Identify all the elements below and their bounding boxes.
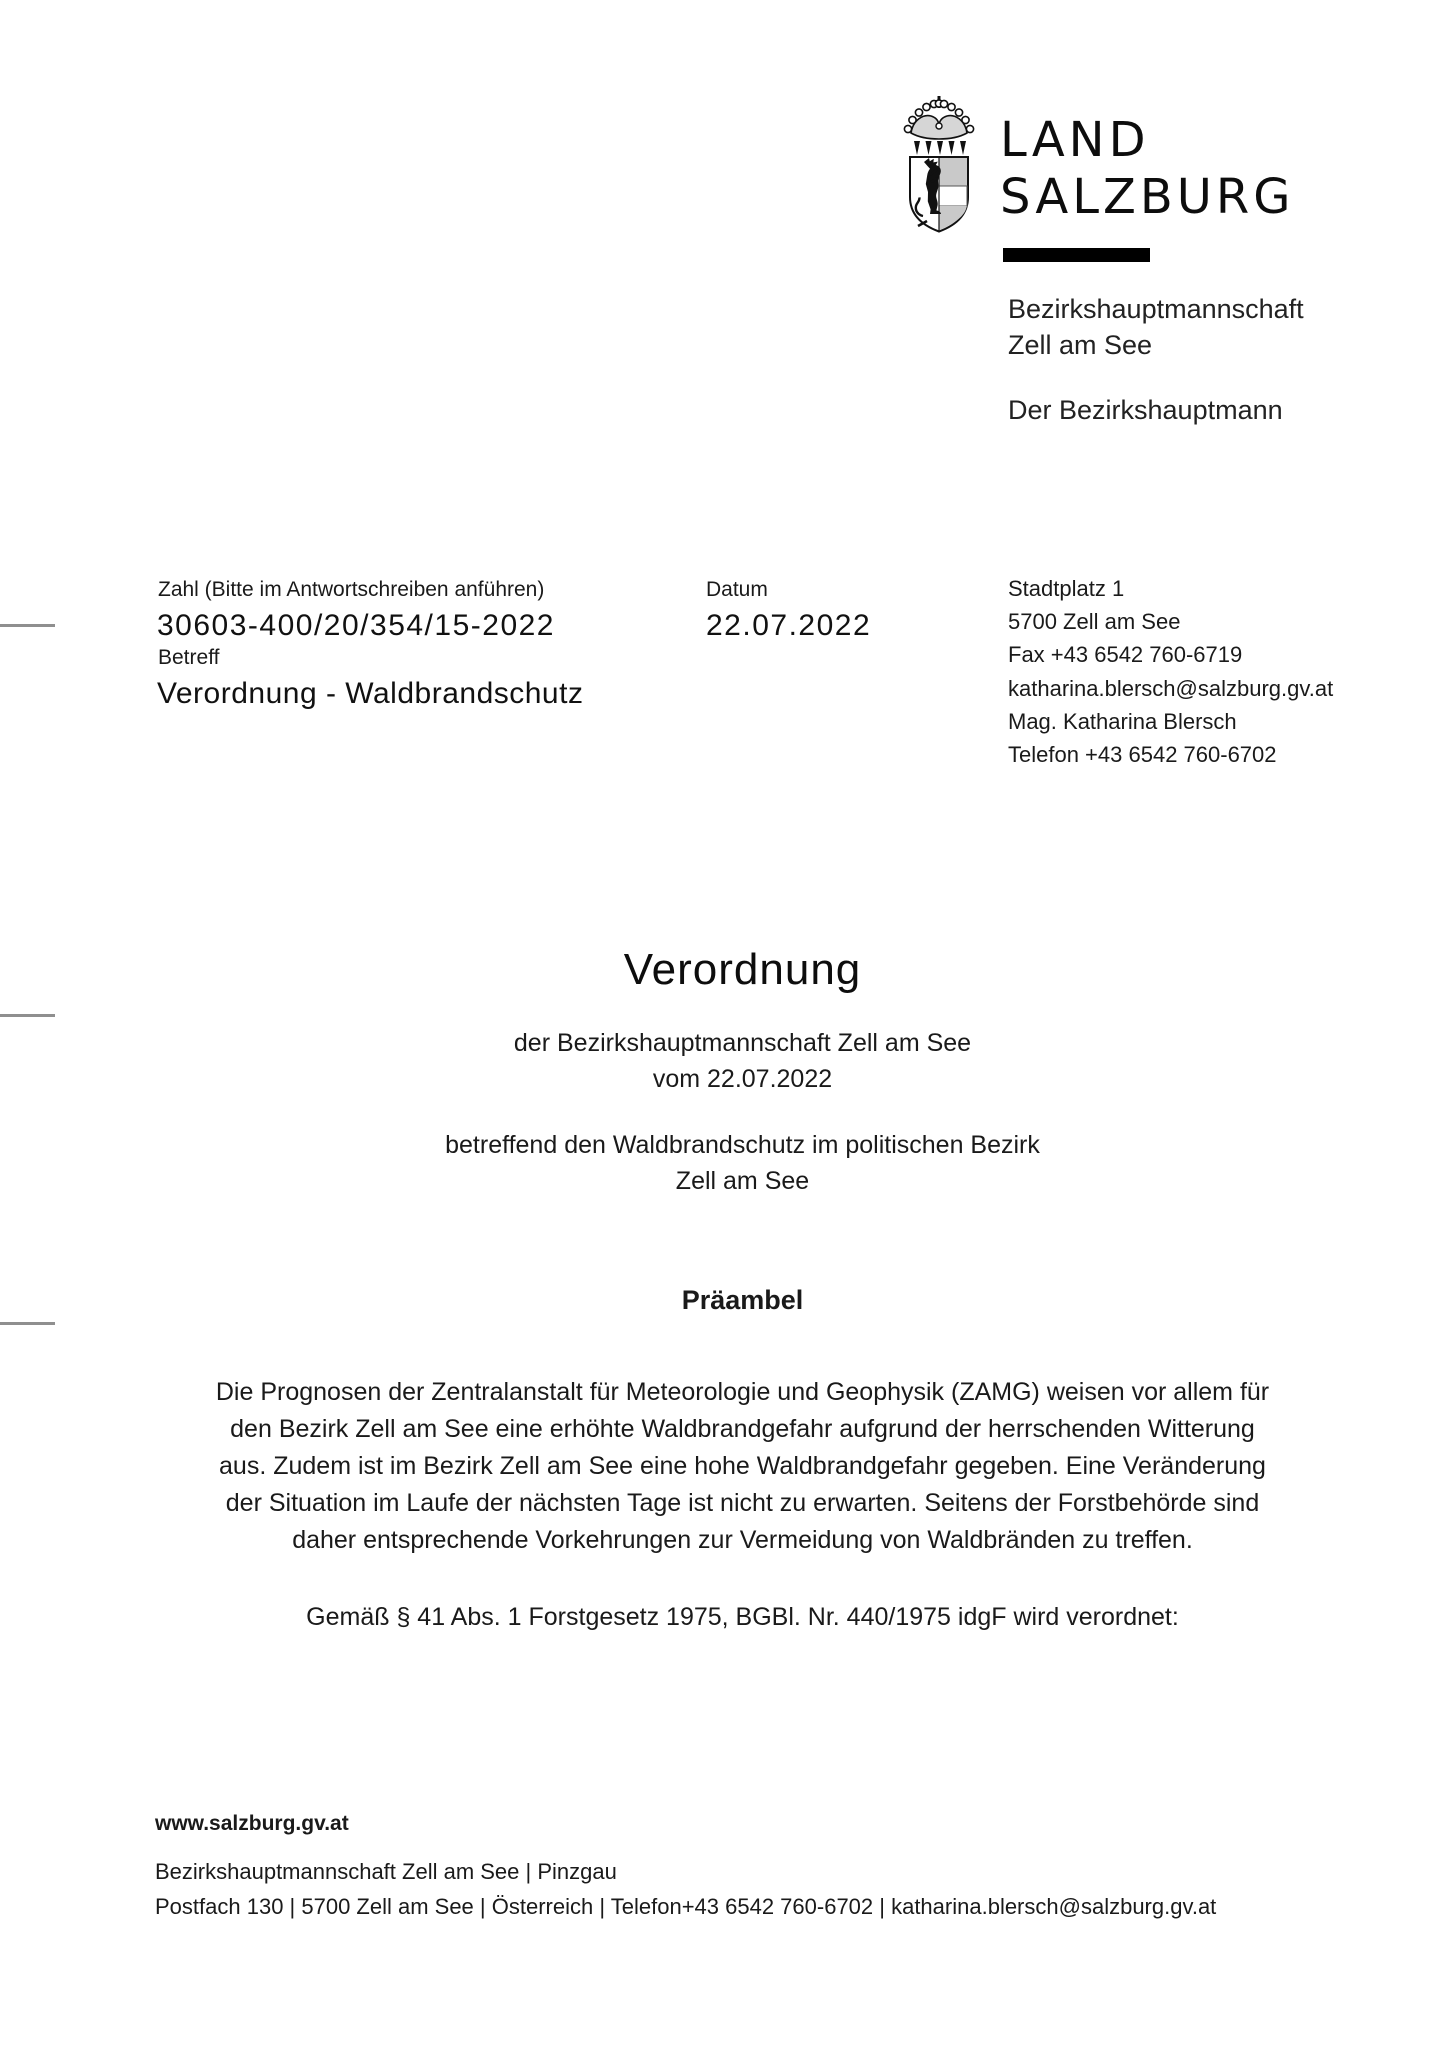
fold-mark-middle [0, 1014, 55, 1017]
subject-line2: Zell am See [675, 1167, 810, 1195]
contact-email: katharina.blersch@salzburg.gv.at [1008, 675, 1334, 701]
signer-title: Der Bezirkshauptmann [1008, 395, 1283, 425]
footer-address-line: Postfach 130 | 5700 Zell am See | Österreich | Telefon+43 6542 760-6702 | katharina.blersch@salzburg.gv.at [155, 1894, 1217, 1919]
betreff-value: Verordnung - Waldbrandschutz [157, 677, 584, 710]
preamble-line: aus. Zudem ist im Bezirk Zell am See eine hohe Waldbrandgefahr gegeben. Eine Veränderung [219, 1452, 1266, 1480]
fold-mark-top [0, 624, 55, 627]
contact-city: 5700 Zell am See [1008, 609, 1181, 635]
subtitle-date: vom 22.07.2022 [652, 1065, 833, 1093]
datum-label: Datum [706, 578, 768, 601]
contact-person: Mag. Katharina Blersch [1008, 708, 1237, 734]
zahl-label: Zahl (Bitte im Antwortschreiben anführen) [158, 578, 545, 601]
office-name-line2: Zell am See [1008, 330, 1153, 360]
subject-line1: betreffend den Waldbrandschutz im politischen Bezirk [445, 1131, 1040, 1159]
logo-underline-bar [1003, 248, 1150, 262]
logo-wordmark [1000, 112, 1294, 226]
logo-word-salzburg: SALZBURG [1000, 169, 1295, 225]
preamble-paragraph [150, 1374, 1335, 1559]
legal-basis-line: Gemäß § 41 Abs. 1 Forstgesetz 1975, BGBl. Nr. 440/1975 idgF wird verordnet: [306, 1603, 1179, 1631]
contact-fax: Fax +43 6542 760-6719 [1008, 642, 1243, 668]
office-name-line1: Bezirkshauptmannschaft [1008, 294, 1304, 324]
preamble-line: daher entsprechende Vorkehrungen zur Vermeidung von Waldbränden zu treffen. [292, 1526, 1193, 1554]
preamble-line: den Bezirk Zell am See eine erhöhte Waldbrandgefahr aufgrund der herrschenden Witterung [230, 1415, 1255, 1443]
section-heading-praeambel: Präambel [681, 1285, 804, 1315]
preamble-line: Die Prognosen der Zentralanstalt für Meteorologie und Geophysik (ZAMG) weisen vor allem für [215, 1378, 1270, 1406]
fold-mark-bottom [0, 1322, 55, 1325]
subtitle-issuer: der Bezirkshauptmannschaft Zell am See [513, 1029, 972, 1057]
footer-office-line: Bezirkshauptmannschaft Zell am See | Pinzgau [155, 1859, 617, 1884]
salzburg-coat-of-arms-icon [903, 95, 975, 235]
contact-block [1008, 572, 1333, 771]
document-title: Verordnung [623, 945, 862, 994]
contact-street: Stadtplatz 1 [1008, 576, 1125, 601]
preamble-line: der Situation im Laufe der nächsten Tage ist nicht zu erwarten. Seitens der Forstbehörde sind [225, 1489, 1260, 1517]
document-subtitle [150, 1025, 1335, 1097]
betreff-label: Betreff [158, 646, 220, 669]
datum-value: 22.07.2022 [706, 609, 872, 642]
logo-word-land: LAND [1000, 112, 1150, 168]
office-block [1008, 291, 1304, 363]
document-subject [150, 1127, 1335, 1199]
footer-website: www.salzburg.gv.at [155, 1812, 349, 1835]
contact-phone: Telefon +43 6542 760-6702 [1008, 742, 1277, 768]
zahl-value: 30603-400/20/354/15-2022 [157, 609, 555, 642]
